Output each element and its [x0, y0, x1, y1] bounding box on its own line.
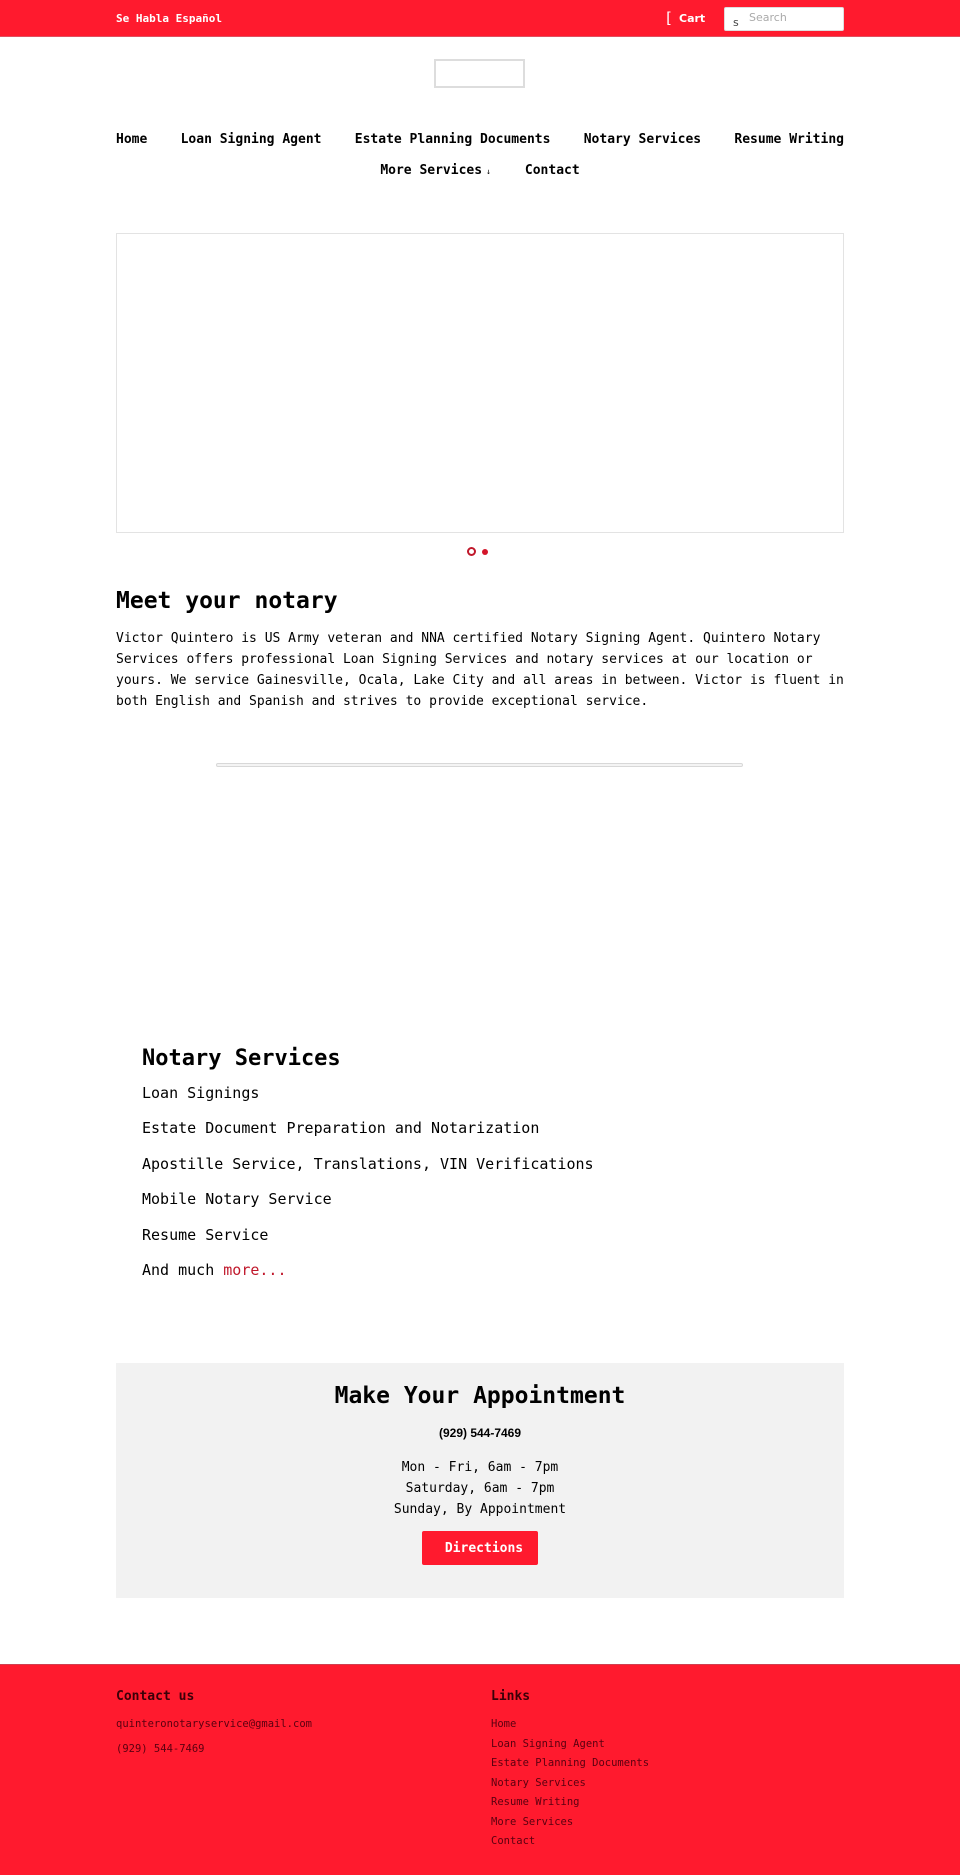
nav-item-contact[interactable]: Contact — [524, 163, 580, 178]
nav-item-resume-writing[interactable]: Resume Writing — [734, 132, 844, 147]
nav-item-home[interactable]: Home — [116, 132, 148, 147]
footer — [0, 1664, 960, 1875]
footer-link-more-services[interactable]: More Services — [491, 1815, 574, 1828]
service-item: Apostille Service, Translations, VIN Verifications — [142, 1154, 594, 1173]
slide-dot-2[interactable] — [482, 549, 488, 555]
directions-button[interactable] — [422, 1531, 538, 1565]
top-bar — [0, 0, 960, 37]
footer-link-loan-signing-agent[interactable]: Loan Signing Agent — [491, 1737, 605, 1750]
search-placeholder: Search — [749, 11, 787, 24]
footer-links-title: Links — [491, 1689, 531, 1704]
service-item: Resume Service — [142, 1225, 269, 1244]
chevron-down-icon: ↓ — [486, 167, 491, 176]
hours-weekdays: Mon - Fri, 6am - 7pm — [401, 1460, 559, 1475]
notary-services-title: Notary Services — [142, 1046, 341, 1071]
appointment-section — [116, 1363, 844, 1598]
directions-label: Directions — [444, 1540, 524, 1556]
hours-sunday: Sunday, By Appointment — [393, 1502, 567, 1517]
meet-your-notary-body: Victor Quintero is US Army veteran and NNA certified Notary Signing Agent. Quintero Notary Services offers professional Loan Signing Services and notary services at our location or yours. We service Gainesville, Ocala, Lake City and all areas in between. Victor is fluent in both English and Spanish and strives to provide exceptional service. — [116, 631, 844, 709]
footer-email[interactable]: quinteronotaryservice@gmail.com — [116, 1718, 312, 1730]
cart-icon[interactable]: [ — [664, 9, 674, 27]
appointment-phone[interactable]: (929) 544-7469 — [438, 1426, 522, 1440]
business-hours — [116, 1457, 844, 1520]
nav-item-notary-services[interactable]: Notary Services — [583, 132, 702, 147]
service-item: Estate Document Preparation and Notarization — [142, 1119, 540, 1138]
footer-link-notary-services[interactable]: Notary Services — [491, 1776, 586, 1789]
more-prefix: And much — [142, 1260, 224, 1279]
footer-contact-title: Contact us — [116, 1689, 195, 1704]
meet-your-notary-title: Meet your notary — [116, 588, 338, 614]
notary-services-section — [142, 1046, 594, 1295]
nav-item-loan-signing-agent[interactable]: Loan Signing Agent — [180, 132, 322, 147]
footer-phone[interactable]: (929) 544-7469 — [116, 1742, 205, 1755]
service-item: Mobile Notary Service — [142, 1190, 332, 1209]
service-item: Loan Signings — [142, 1084, 260, 1102]
service-item-more — [142, 1260, 594, 1295]
cart-link[interactable]: Cart — [679, 12, 706, 25]
slide-dot-1[interactable] — [467, 547, 476, 556]
footer-link-resume-writing[interactable]: Resume Writing — [491, 1796, 580, 1808]
slideshow-dots — [467, 547, 488, 556]
nav-item-more-services[interactable] — [380, 163, 491, 178]
slideshow[interactable] — [116, 233, 844, 533]
nav-item-more-services-label: More Services — [380, 163, 483, 178]
more-services-link[interactable]: more... — [223, 1260, 287, 1279]
appointment-title: Make Your Appointment — [334, 1383, 626, 1409]
nav-item-estate-planning-documents[interactable]: Estate Planning Documents — [354, 132, 551, 147]
footer-links — [491, 1689, 649, 1855]
search-icon: s — [733, 16, 739, 29]
se-habla-espanol-label: Se Habla Español — [116, 12, 222, 25]
footer-link-estate-planning-documents[interactable]: Estate Planning Documents — [491, 1757, 650, 1769]
footer-link-contact[interactable]: Contact — [491, 1835, 536, 1847]
logo[interactable] — [434, 59, 525, 88]
search-input[interactable] — [724, 7, 844, 31]
section-divider — [216, 763, 743, 767]
footer-link-home[interactable]: Home — [491, 1718, 517, 1730]
footer-contact — [116, 1689, 312, 1767]
hours-saturday: Saturday, 6am - 7pm — [405, 1481, 555, 1496]
